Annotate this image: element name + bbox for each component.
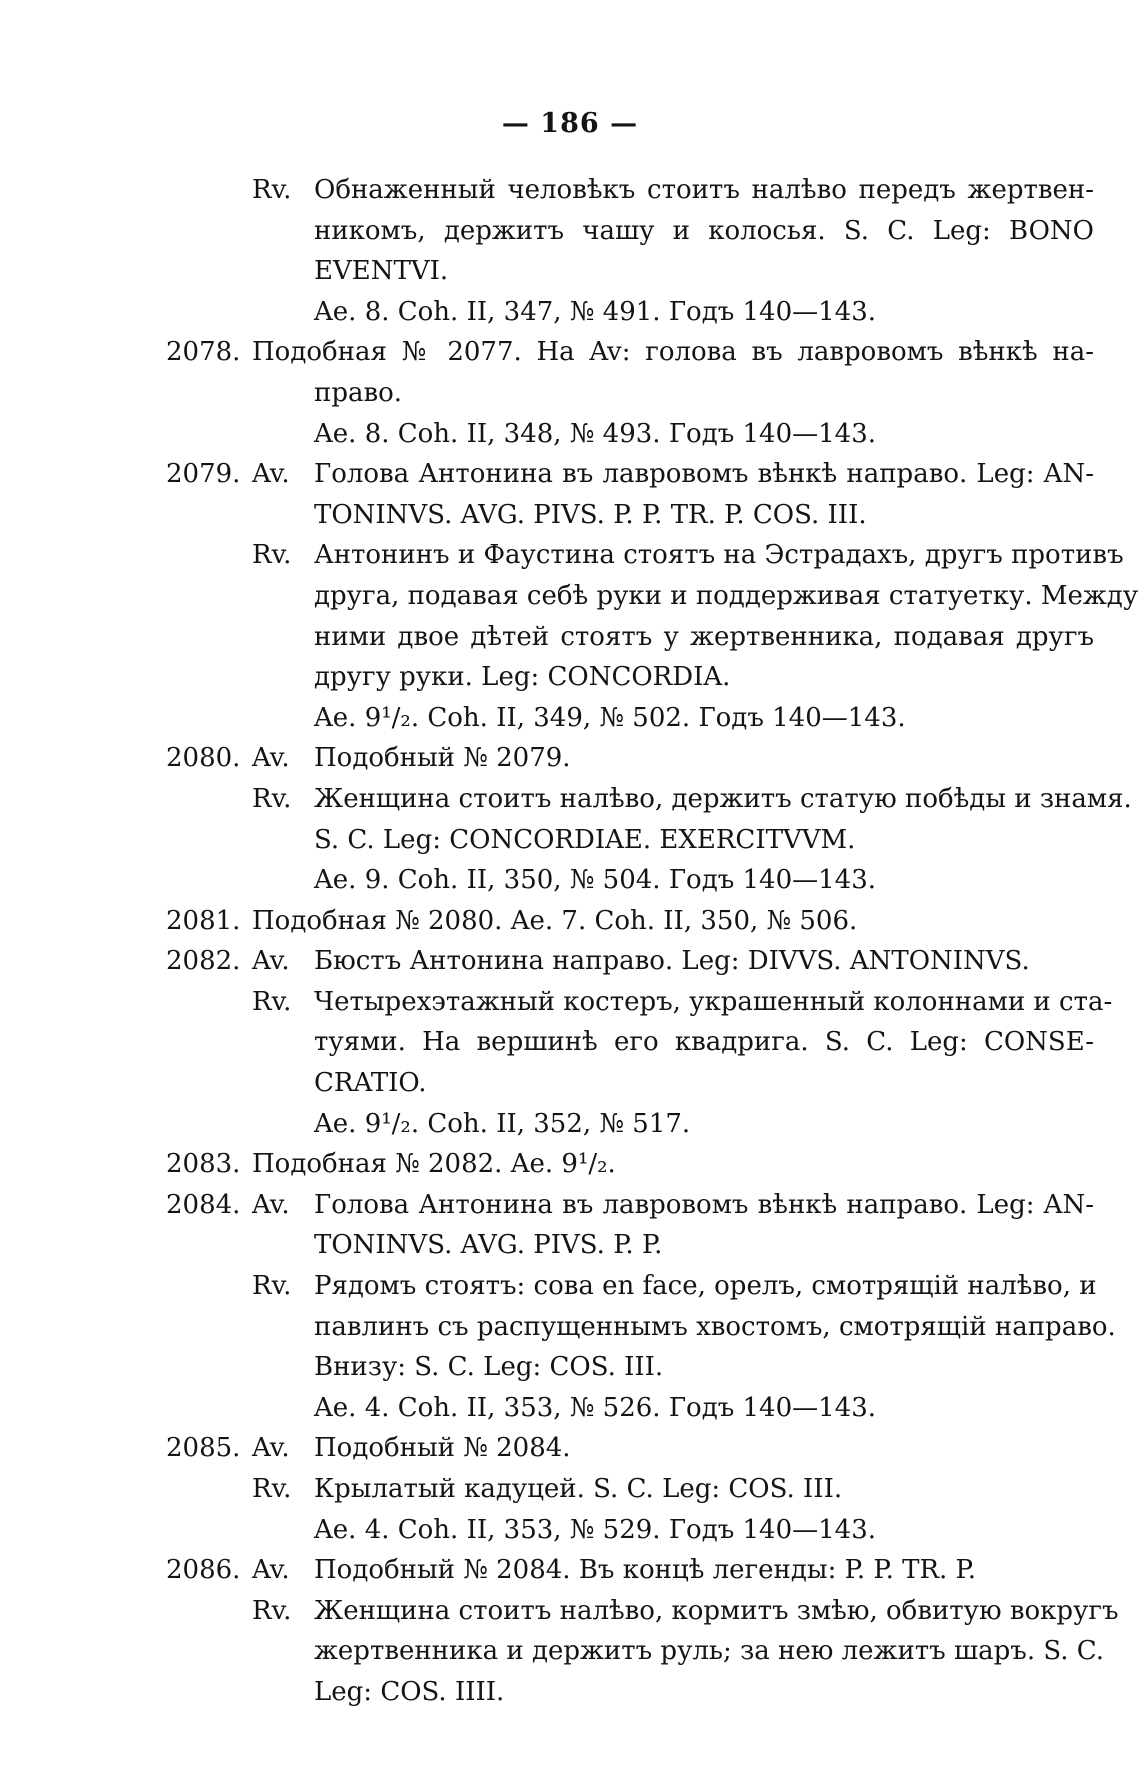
reverse-label: Rv. bbox=[252, 175, 292, 205]
obverse-label: Av. bbox=[252, 743, 290, 774]
text-line bbox=[0, 414, 1140, 455]
reverse-label: Rv. bbox=[252, 783, 292, 814]
description-text: Бюстъ Антонина направо. Leg: DIVVS. ANTONINVS. bbox=[314, 946, 1030, 977]
entry-number: 2083. bbox=[166, 1149, 241, 1180]
description-text: Голова Антонина въ лавровомъ вѣнкѣ направо. Leg: AN- bbox=[314, 1189, 1094, 1220]
text-line bbox=[0, 1591, 1140, 1632]
description-text: жертвенника и держитъ руль; за нею лежитъ шаръ. S. C. bbox=[314, 1636, 1105, 1667]
description-text: ними двое дѣтей стоятъ у жертвенника, подавая другъ bbox=[314, 621, 1094, 652]
reference-line: Ae. 9¹/₂. Coh. II, 349, № 502. Годъ 140—143. bbox=[314, 702, 906, 733]
text-line bbox=[0, 1063, 1140, 1104]
text-line bbox=[0, 373, 1140, 414]
text-line bbox=[0, 1185, 1140, 1226]
obverse-label: Av. bbox=[252, 1433, 290, 1464]
description-text: право. bbox=[314, 377, 403, 408]
reference-line: Ae. 4. Coh. II, 353, № 526. Годъ 140—143. bbox=[314, 1392, 877, 1423]
reference-line: Ae. 9¹/₂. Coh. II, 352, № 517. bbox=[314, 1108, 691, 1139]
description-text: никомъ, держитъ чашу и колосья. S. C. Leg: BONO bbox=[314, 215, 1094, 246]
text-line bbox=[0, 1388, 1140, 1429]
text-line bbox=[0, 1144, 1140, 1185]
text-line bbox=[0, 1428, 1140, 1469]
obverse-label: Av. bbox=[252, 1189, 290, 1220]
text-line bbox=[0, 454, 1140, 495]
text-line bbox=[0, 1104, 1140, 1145]
text-line bbox=[0, 170, 1140, 211]
description-text: Антонинъ и Фаустина стоятъ на Эстрадахъ, другъ противъ bbox=[314, 540, 1124, 571]
reverse-label: Rv. bbox=[252, 1595, 292, 1626]
description-text: TONINVS. AVG. PIVS. P. P. bbox=[314, 1230, 663, 1261]
entry-number: 2079. bbox=[166, 459, 241, 490]
description-text: Подобный № 2084. bbox=[314, 1433, 571, 1464]
text-line bbox=[0, 576, 1140, 617]
description-text: Подобный № 2079. bbox=[314, 743, 571, 774]
reference-line: Ae. 4. Coh. II, 353, № 529. Годъ 140—143. bbox=[314, 1514, 877, 1545]
page-number: — 186 — bbox=[501, 108, 639, 139]
text-line bbox=[0, 1510, 1140, 1551]
entry-number: 2086. bbox=[166, 1555, 241, 1586]
text-line bbox=[0, 495, 1140, 536]
text-line bbox=[0, 941, 1140, 982]
description-text: Подобная № 2080. Ae. 7. Coh. II, 350, № 506. bbox=[252, 905, 858, 936]
text-line bbox=[0, 657, 1140, 698]
description-text: павлинъ съ распущеннымъ хвостомъ, смотрящій направо. bbox=[314, 1311, 1116, 1342]
description-text: Четырехэтажный костеръ, украшенный колоннами и ста- bbox=[314, 986, 1113, 1017]
text-line bbox=[0, 535, 1140, 576]
entry-number: 2085. bbox=[166, 1433, 241, 1464]
description-text: CRATIO. bbox=[314, 1068, 427, 1099]
description-text: Обнаженный человѣкъ стоитъ налѣво передъ жертвен- bbox=[314, 175, 1094, 205]
text-line bbox=[0, 698, 1140, 739]
text-line bbox=[0, 779, 1140, 820]
description-text: Рядомъ стоятъ: сова en face, орелъ, смотрящій налѣво, и bbox=[314, 1271, 1097, 1302]
reference-line: Ae. 8. Coh. II, 347, № 491. Годъ 140—143. bbox=[314, 296, 877, 327]
catalog-text bbox=[0, 170, 1140, 1713]
text-line bbox=[0, 860, 1140, 901]
obverse-label: Av. bbox=[252, 946, 290, 977]
description-text: Голова Антонина въ лавровомъ вѣнкѣ направо. Leg: AN- bbox=[314, 459, 1094, 490]
description-text: TONINVS. AVG. PIVS. P. P. TR. P. COS. III. bbox=[314, 499, 867, 530]
obverse-label: Av. bbox=[252, 1555, 290, 1586]
description-text: Внизу: S. C. Leg: COS. III. bbox=[314, 1352, 664, 1383]
text-line bbox=[0, 211, 1140, 252]
entry-number: 2080. bbox=[166, 743, 241, 774]
entry-number: 2081. bbox=[166, 905, 241, 936]
description-text: друга, подавая себѣ руки и поддерживая статуетку. Между bbox=[314, 580, 1139, 611]
text-line bbox=[0, 1550, 1140, 1591]
obverse-label: Av. bbox=[252, 459, 290, 490]
text-line bbox=[0, 1225, 1140, 1266]
description-text: другу руки. Leg: CONCORDIA. bbox=[314, 662, 731, 693]
reverse-label: Rv. bbox=[252, 1474, 292, 1504]
description-text: Женщина стоитъ налѣво, кормитъ змѣю, обвитую вокругъ bbox=[314, 1595, 1119, 1626]
reverse-label: Rv. bbox=[252, 986, 292, 1017]
text-line bbox=[0, 1022, 1140, 1063]
text-line bbox=[0, 738, 1140, 779]
entry-number: 2084. bbox=[166, 1189, 241, 1220]
text-line bbox=[0, 617, 1140, 658]
description-text: Подобная № 2077. На Av: голова въ лавровомъ вѣнкѣ на- bbox=[252, 337, 1094, 368]
text-line bbox=[0, 292, 1140, 333]
text-line bbox=[0, 1347, 1140, 1388]
text-line bbox=[0, 1266, 1140, 1307]
reverse-label: Rv. bbox=[252, 1271, 292, 1302]
description-text: Подобная № 2082. Ae. 9¹/₂. bbox=[252, 1149, 616, 1180]
description-text: Leg: COS. IIII. bbox=[314, 1676, 505, 1707]
reference-line: Ae. 8. Coh. II, 348, № 493. Годъ 140—143. bbox=[314, 418, 877, 449]
text-line bbox=[0, 251, 1140, 292]
text-line bbox=[0, 901, 1140, 942]
text-line bbox=[0, 1672, 1140, 1713]
text-line bbox=[0, 820, 1140, 861]
description-text: S. C. Leg: CONCORDIAE. EXERCITVVM. bbox=[314, 824, 856, 855]
text-line bbox=[0, 982, 1140, 1023]
text-line bbox=[0, 332, 1140, 373]
description-text: EVENTVI. bbox=[314, 256, 449, 287]
reverse-label: Rv. bbox=[252, 540, 292, 571]
description-text: Подобный № 2084. Въ концѣ легенды: P. P. TR. P. bbox=[314, 1555, 977, 1586]
description-text: туями. На вершинѣ его квадрига. S. C. Leg: CONSE- bbox=[314, 1027, 1094, 1058]
text-line bbox=[0, 1307, 1140, 1348]
description-text: Женщина стоитъ налѣво, держитъ статую побѣды и знамя. bbox=[314, 783, 1132, 814]
entry-number: 2082. bbox=[166, 946, 241, 977]
description-text: Крылатый кадуцей. S. C. Leg: COS. III. bbox=[314, 1474, 843, 1504]
entry-number: 2078. bbox=[166, 337, 241, 368]
text-line bbox=[0, 1631, 1140, 1672]
text-line bbox=[0, 1469, 1140, 1510]
reference-line: Ae. 9. Coh. II, 350, № 504. Годъ 140—143. bbox=[314, 865, 877, 896]
